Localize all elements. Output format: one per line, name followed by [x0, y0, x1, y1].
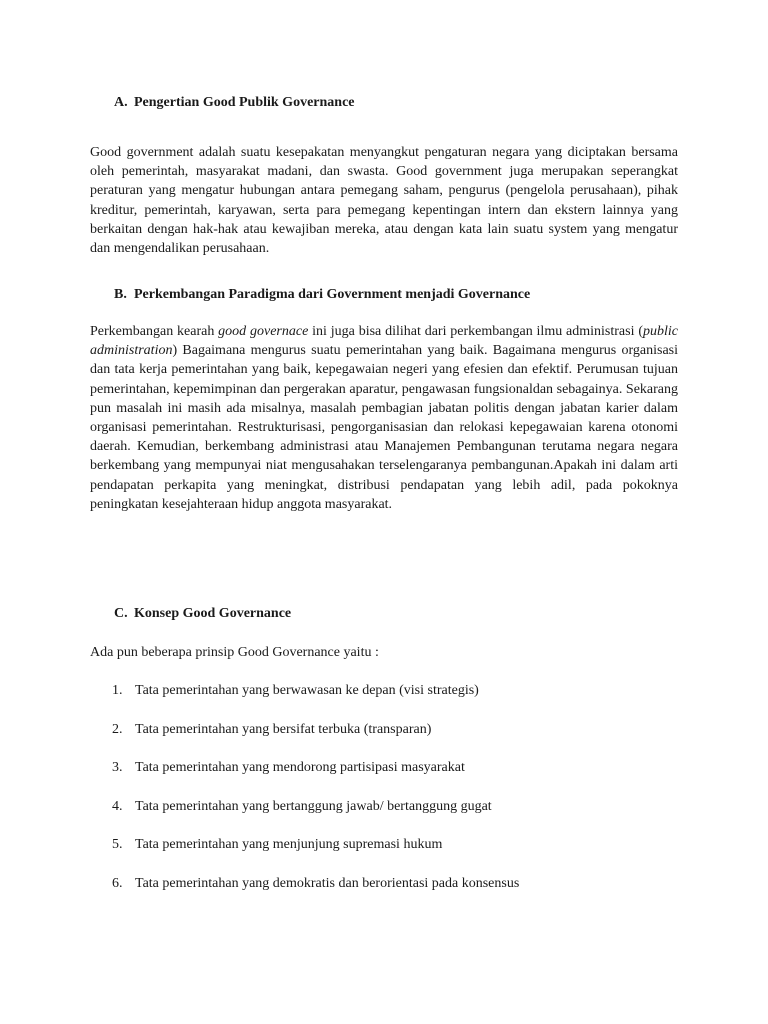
section-b-title: Perkembangan Paradigma dari Government menjadi Governance	[134, 287, 531, 302]
section-a-heading	[114, 95, 355, 111]
section-b-italic-good-governace: good governace	[218, 324, 309, 339]
section-c-title: Konsep Good Governance	[134, 606, 292, 621]
section-c-intro: Ada pun beberapa prinsip Good Governance yaitu :	[90, 645, 379, 660]
section-c-heading	[114, 606, 291, 622]
list-item: 1. Tata pemerintahan yang berwawasan ke depan (visi strategis)	[112, 683, 479, 698]
section-c-letter: C.	[114, 606, 128, 621]
list-item: 6. Tata pemerintahan yang demokratis dan berorientasi pada konsensus	[112, 875, 520, 891]
section-b-paragraph	[90, 322, 678, 514]
list-item: 4. Tata pemerintahan yang bertanggung jawab/ bertanggung gugat	[112, 798, 492, 814]
section-a-title: Pengertian Good Publik Governance	[134, 95, 355, 110]
section-a-letter: A.	[114, 95, 128, 110]
section-a-paragraph: Good government adalah suatu kesepakatan menyangkut pengaturan negara yang diciptakan bersama oleh pemerintah, masyarakat madani, dan swasta. Good government juga merupakan seperangkat peraturan yang mengatur hubungan antara pemegang saham, pengurus (pengelola perusahaan), pihak kreditur, pemerintah, karyawan, serta para pemegang kepentingan intern dan ekstern lainnya yang berkaitan dengan hak-hak atau kewajiban mereka, atau dengan kata lain suatu system yang mengatur dan mengendalikan perusahaan.	[90, 145, 678, 257]
list-item: 5. Tata pemerintahan yang menjunjung supremasi hukum	[112, 837, 443, 853]
section-b-text-mid: ini juga bisa dilihat dari perkembangan ilmu administrasi (	[308, 324, 643, 339]
section-b-letter: B.	[114, 287, 127, 302]
section-b-italic-public-administration: public administration	[90, 324, 678, 359]
section-b-text-rest: ) Bagaimana mengurus suatu pemerintahan yang baik. Bagaimana mengurus organisasi dan tata kerja pemerintahan yang baik, kepegawaian negeri yang efesien dan efektif. Perumusan tujuan pemerintahan, kepemimpinan dan pergerakan aparatur, pengawasan fungsionaldan sebagainya. Sekarang pun masalah ini masih ada misalnya, masalah pembagian jabatan politis dengan jabatan karier dalam organisasi pemerintahan. Restrukturisasi, pengorganisasian dan relokasi kepegawaian karena otonomi daerah. Kemudian, berkembang administrasi atau Manajemen Pembangunan terutama negara negara berkembang yang mempunyai niat mengusahakan terselengaranya pembangunan.Apakah ini dalam arti pendapatan perkapita yang meningkat, distribusi pendapatan yang lebih adil, pada pokoknya peningkatan kesejahteraan hidup anggota masyarakat.	[90, 343, 678, 512]
list-item: 3. Tata pemerintahan yang mendorong partisipasi masyarakat	[112, 760, 465, 776]
section-b-heading	[114, 287, 530, 303]
principles-list	[112, 683, 519, 915]
list-item: 2. Tata pemerintahan yang bersifat terbuka (transparan)	[112, 721, 432, 737]
section-b-text-start: Perkembangan kearah	[90, 324, 219, 339]
